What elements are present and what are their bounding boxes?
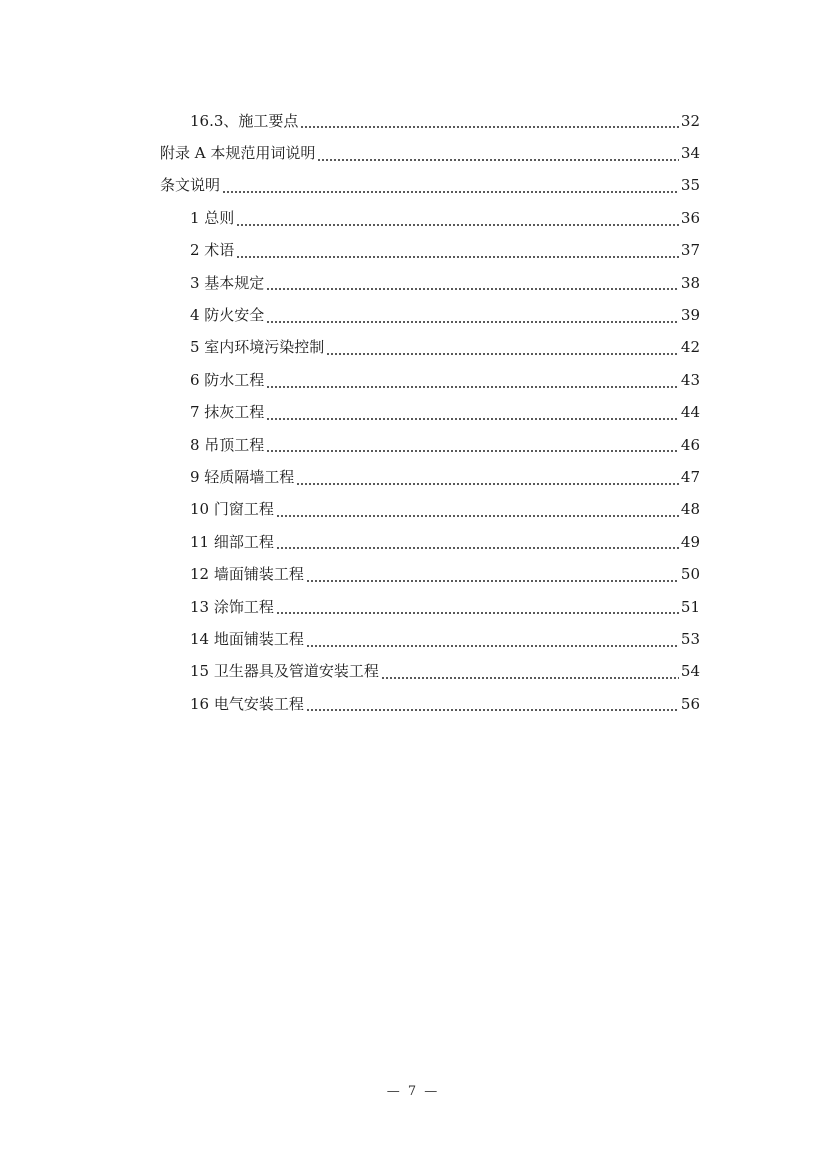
toc-entry-title: 5 室内环境污染控制 bbox=[190, 338, 325, 357]
toc-entry-title: 12 墙面铺装工程 bbox=[190, 565, 304, 584]
toc-entry-page: 42 bbox=[680, 338, 700, 357]
toc-leader-dots bbox=[296, 483, 679, 485]
toc-entry-page: 50 bbox=[680, 565, 700, 584]
toc-leader-dots bbox=[276, 515, 679, 517]
page-number: — 7 — bbox=[386, 1084, 440, 1099]
toc-entry-title: 10 门窗工程 bbox=[190, 500, 274, 519]
toc-entry-page: 53 bbox=[680, 629, 700, 648]
toc-leader-dots bbox=[266, 288, 679, 290]
table-of-contents bbox=[0, 105, 826, 720]
toc-entry[interactable] bbox=[0, 299, 826, 331]
toc-entry-title: 附录 A 本规范用词说明 bbox=[160, 144, 316, 163]
toc-entry[interactable] bbox=[0, 332, 826, 364]
toc-entry-page: 47 bbox=[680, 467, 700, 486]
toc-entry[interactable] bbox=[0, 364, 826, 396]
toc-leader-dots bbox=[326, 353, 679, 355]
toc-leader-dots bbox=[222, 191, 679, 193]
toc-entry[interactable] bbox=[0, 688, 826, 720]
toc-entry-page: 56 bbox=[680, 694, 700, 713]
toc-entry-page: 51 bbox=[680, 597, 700, 616]
toc-leader-dots bbox=[317, 159, 679, 161]
toc-leader-dots bbox=[266, 418, 679, 420]
toc-entry[interactable] bbox=[0, 267, 826, 299]
toc-entry-page: 49 bbox=[680, 532, 700, 551]
toc-entry-title: 8 吊顶工程 bbox=[190, 435, 265, 454]
toc-entry-page: 34 bbox=[680, 144, 700, 163]
toc-leader-dots bbox=[266, 321, 679, 323]
toc-entry-title: 2 术语 bbox=[190, 241, 235, 260]
toc-entry-page: 46 bbox=[680, 435, 700, 454]
toc-entry[interactable] bbox=[0, 137, 826, 169]
toc-entry[interactable] bbox=[0, 461, 826, 493]
toc-entry[interactable] bbox=[0, 235, 826, 267]
toc-entry-title: 4 防火安全 bbox=[190, 306, 265, 325]
toc-entry-title: 3 基本规定 bbox=[190, 273, 265, 292]
toc-entry[interactable] bbox=[0, 105, 826, 137]
toc-leader-dots bbox=[276, 612, 679, 614]
toc-entry-title: 16.3、施工要点 bbox=[190, 111, 299, 130]
toc-entry-title: 16 电气安装工程 bbox=[190, 694, 304, 713]
toc-entry-title: 13 涂饰工程 bbox=[190, 597, 274, 616]
toc-entry-title: 14 地面铺装工程 bbox=[190, 629, 304, 648]
toc-entry-page: 54 bbox=[680, 662, 700, 681]
toc-entry-page: 36 bbox=[680, 208, 700, 227]
toc-entry[interactable] bbox=[0, 591, 826, 623]
toc-entry-page: 43 bbox=[680, 370, 700, 389]
toc-leader-dots bbox=[266, 450, 679, 452]
toc-entry[interactable] bbox=[0, 558, 826, 590]
toc-entry[interactable] bbox=[0, 494, 826, 526]
toc-entry[interactable] bbox=[0, 656, 826, 688]
toc-entry-page: 37 bbox=[680, 241, 700, 260]
toc-leader-dots bbox=[306, 580, 679, 582]
toc-entry-title: 7 抹灰工程 bbox=[190, 403, 265, 422]
toc-entry-page: 48 bbox=[680, 500, 700, 519]
toc-leader-dots bbox=[381, 677, 679, 679]
toc-entry-page: 35 bbox=[680, 176, 700, 195]
toc-entry[interactable] bbox=[0, 170, 826, 202]
toc-leader-dots bbox=[236, 224, 679, 226]
toc-entry-title: 9 轻质隔墙工程 bbox=[190, 467, 295, 486]
toc-entry[interactable] bbox=[0, 202, 826, 234]
toc-leader-dots bbox=[236, 256, 679, 258]
toc-entry[interactable] bbox=[0, 623, 826, 655]
toc-leader-dots bbox=[306, 709, 679, 711]
toc-entry-title: 11 细部工程 bbox=[190, 532, 274, 551]
toc-entry[interactable] bbox=[0, 526, 826, 558]
toc-entry-page: 38 bbox=[680, 273, 700, 292]
toc-entry-page: 39 bbox=[680, 306, 700, 325]
toc-entry[interactable] bbox=[0, 397, 826, 429]
toc-entry-title: 1 总则 bbox=[190, 208, 235, 227]
toc-entry[interactable] bbox=[0, 429, 826, 461]
toc-entry-title: 6 防水工程 bbox=[190, 370, 265, 389]
toc-entry-page: 44 bbox=[680, 403, 700, 422]
toc-leader-dots bbox=[300, 126, 679, 128]
toc-entry-page: 32 bbox=[680, 111, 700, 130]
toc-entry-title: 条文说明 bbox=[160, 176, 221, 195]
toc-entry-title: 15 卫生器具及管道安装工程 bbox=[190, 662, 379, 681]
toc-leader-dots bbox=[266, 386, 679, 388]
toc-leader-dots bbox=[276, 547, 679, 549]
toc-leader-dots bbox=[306, 645, 679, 647]
